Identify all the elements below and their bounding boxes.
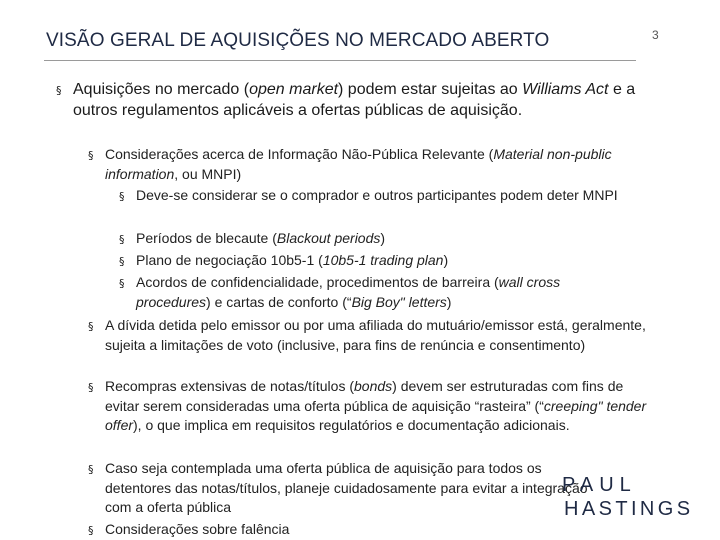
bullet-marker: § <box>119 255 125 268</box>
italic-term: creeping" tender offer <box>105 397 647 433</box>
italic-term: open market <box>249 81 339 98</box>
bullet-marker: § <box>56 84 62 97</box>
italic-term: Blackout periods <box>276 230 381 246</box>
bullet-bankruptcy: Considerações sobre falência <box>105 521 290 537</box>
bullet-blackout: Períodos de blecaute (Blackout periods) <box>136 230 386 246</box>
italic-term: bonds <box>354 378 393 394</box>
bullet-trading-plan: Plano de negociação 10b5-1 (10b5-1 trading plan) <box>136 252 449 268</box>
bullet-marker: § <box>88 524 94 537</box>
page-number: 3 <box>652 28 659 42</box>
bullet-marker: § <box>119 233 125 246</box>
bullet-tender-offer: Caso seja contemplada uma oferta pública de aquisição para todos os detentores das notas/títulos, planeje cuidadosamente para evitar a integração com a oferta pública <box>105 460 588 515</box>
bullet-marker: § <box>88 381 94 394</box>
bullet-open-market: Aquisições no mercado (open market) podem estar sujeitas ao Williams Act e a outros regulamentos aplicáveis a ofertas públicas de aquisição. <box>73 81 636 119</box>
italic-term: wall cross procedures <box>136 274 561 310</box>
bullet-voting-limits: A dívida detida pelo emissor ou por uma afiliada do mutuário/emissor está, geralmente, sujeita a limitações de voto (inclusive, para fins de renúncia e consentimento) <box>105 317 646 353</box>
logo-word-hastings: HASTINGS <box>564 498 694 520</box>
bullet-marker: § <box>88 149 94 162</box>
bullet-repurchases: Recompras extensivas de notas/títulos (bonds) devem ser estruturadas com fins de evitar serem consideradas uma oferta pública de aquisição “rasteira” (“creeping" tender offer), o que implica em requisitos regulatórios e documentação adicionais. <box>105 378 647 433</box>
bullet-marker: § <box>119 190 125 203</box>
bullet-marker: § <box>88 320 94 333</box>
bullet-wall-cross: Acordos de confidencialidade, procedimentos de barreira (wall cross procedures) e cartas de conforto (“Big Boy" letters) <box>136 274 561 310</box>
italic-term: Big Boy" letters <box>351 293 447 310</box>
bullet-marker: § <box>119 277 125 290</box>
bullet-deter-mnpi: Deve-se considerar se o comprador e outros participantes podem deter MNPI <box>136 187 618 203</box>
bullet-mnpi: Considerações acerca de Informação Não-Pública Relevante (Material non-public information, ou MNPI) <box>105 146 612 182</box>
bullet-marker: § <box>88 463 94 476</box>
italic-term: 10b5-1 trading plan <box>322 252 444 268</box>
page-title: VISÃO GERAL DE AQUISIÇÕES NO MERCADO ABERTO <box>46 30 550 51</box>
italic-term: Material non-public information <box>105 146 612 182</box>
logo-word-paul: PAUL <box>562 474 637 496</box>
italic-term: Williams Act <box>522 81 609 98</box>
paul-hastings-logo <box>562 474 702 520</box>
title-divider <box>44 60 636 61</box>
